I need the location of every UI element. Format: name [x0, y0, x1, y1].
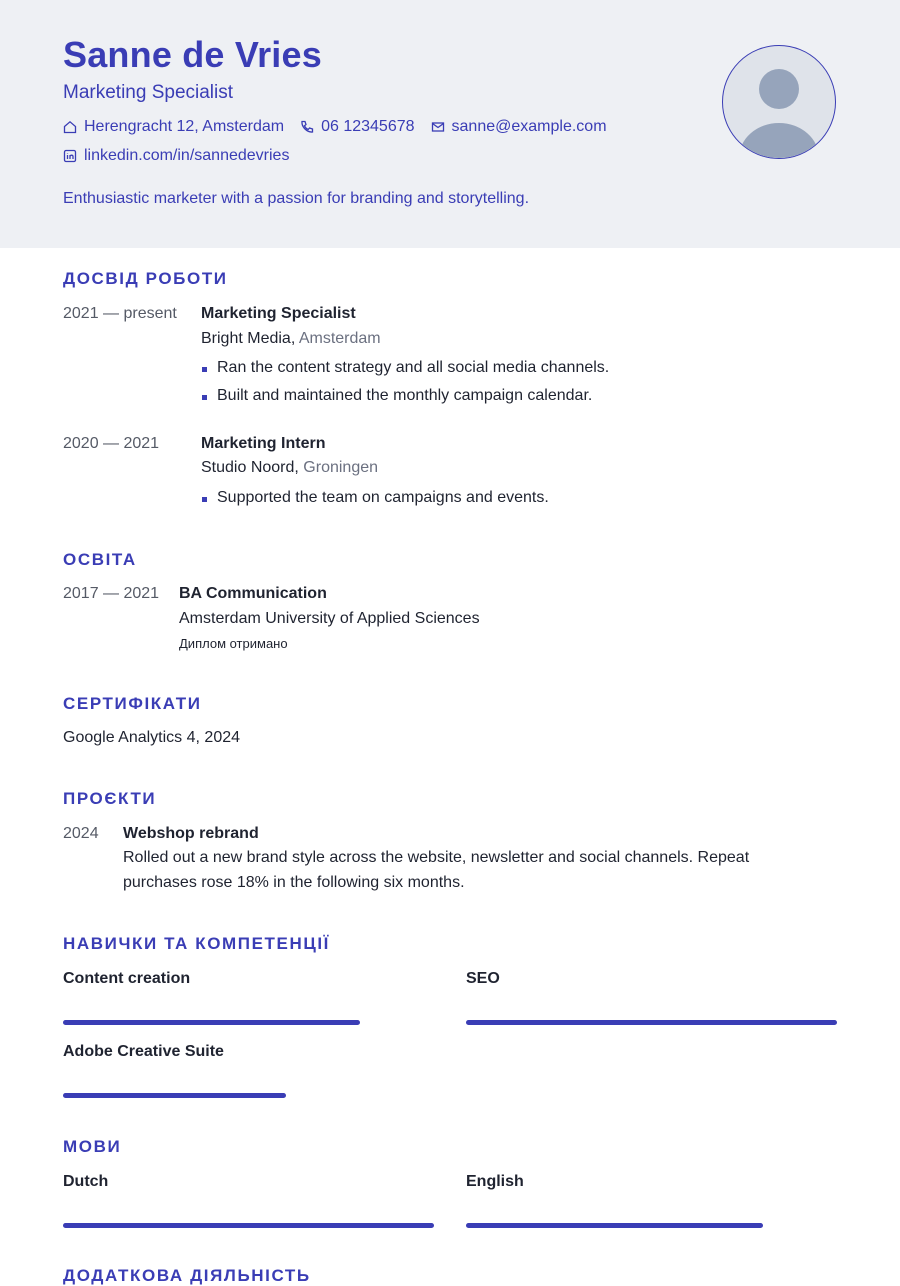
section-title-skills: НАВИЧКИ ТА КОМПЕТЕНЦІЇ [63, 934, 330, 953]
job-location: Groningen [303, 459, 379, 476]
linkedin-icon [63, 149, 77, 163]
job-company: Studio Noord, [201, 459, 299, 476]
resume-header [0, 0, 900, 248]
language-name: Dutch [63, 1173, 109, 1190]
skill-level-bar [63, 1093, 286, 1098]
project-name: Webshop rebrand [123, 825, 259, 842]
mail-icon [431, 120, 445, 134]
education-school: Amsterdam University of Applied Sciences [179, 610, 480, 627]
section-title-experience: ДОСВІД РОБОТИ [63, 269, 228, 288]
contact-phone[interactable] [300, 118, 414, 136]
avatar [722, 45, 836, 159]
section-title-projects: ПРОЄКТИ [63, 789, 157, 808]
person-role: Marketing Specialist [63, 82, 234, 103]
contact-email[interactable] [431, 118, 607, 136]
section-title-education: ОСВІТА [63, 550, 137, 569]
job-role: Marketing Intern [201, 435, 326, 452]
project-description: Rolled out a new brand style across the website, newsletter and social channels. Repeat [123, 849, 750, 866]
contact-linkedin[interactable] [63, 147, 289, 165]
section-title-additional: ДОДАТКОВА ДІЯЛЬНІСТЬ [63, 1266, 311, 1285]
project-description: purchases rose 18% in the following six months. [123, 874, 465, 891]
home-icon [63, 120, 77, 134]
contact-row [63, 118, 623, 136]
skill-name: Adobe Creative Suite [63, 1043, 224, 1060]
education-note: Диплом отримано [179, 636, 288, 651]
phone-icon [300, 120, 314, 134]
job-bullet: Built and maintained the monthly campaign calendar. [217, 387, 593, 404]
job-company: Bright Media, [201, 330, 296, 347]
user-placeholder-icon [723, 46, 835, 158]
project-year: 2024 [63, 825, 99, 842]
profile-summary: Enthusiastic marketer with a passion for branding and storytelling. [63, 190, 530, 207]
job-bullet: Supported the team on campaigns and events. [217, 489, 549, 506]
job-bullet: Ran the content strategy and all social media channels. [217, 359, 610, 376]
address-text: Herengracht 12, Amsterdam [84, 118, 285, 135]
skill-level-bar [466, 1020, 837, 1025]
phone-text: 06 12345678 [321, 118, 415, 135]
education-degree: BA Communication [179, 585, 327, 602]
contact-address [63, 118, 284, 136]
language-level-bar [63, 1223, 434, 1228]
job-company-line [201, 330, 381, 348]
section-title-languages: МОВИ [63, 1137, 122, 1156]
education-dates: 2017 — 2021 [63, 585, 160, 602]
skill-name: SEO [466, 970, 500, 987]
contact-row [63, 147, 305, 165]
skill-name: Content creation [63, 970, 191, 987]
linkedin-text: linkedin.com/in/sannedevries [84, 147, 290, 164]
language-level-bar [466, 1223, 763, 1228]
certificate-item: Google Analytics 4, 2024 [63, 729, 241, 746]
job-dates: 2021 — present [63, 305, 177, 322]
person-name: Sanne de Vries [63, 34, 322, 75]
job-company-line [201, 459, 378, 477]
job-role: Marketing Specialist [201, 305, 356, 322]
language-name: English [466, 1173, 524, 1190]
job-location: Amsterdam [298, 330, 381, 347]
email-text: sanne@example.com [451, 118, 607, 135]
job-dates: 2020 — 2021 [63, 435, 160, 452]
skill-level-bar [63, 1020, 360, 1025]
section-title-certificates: СЕРТИФІКАТИ [63, 694, 202, 713]
